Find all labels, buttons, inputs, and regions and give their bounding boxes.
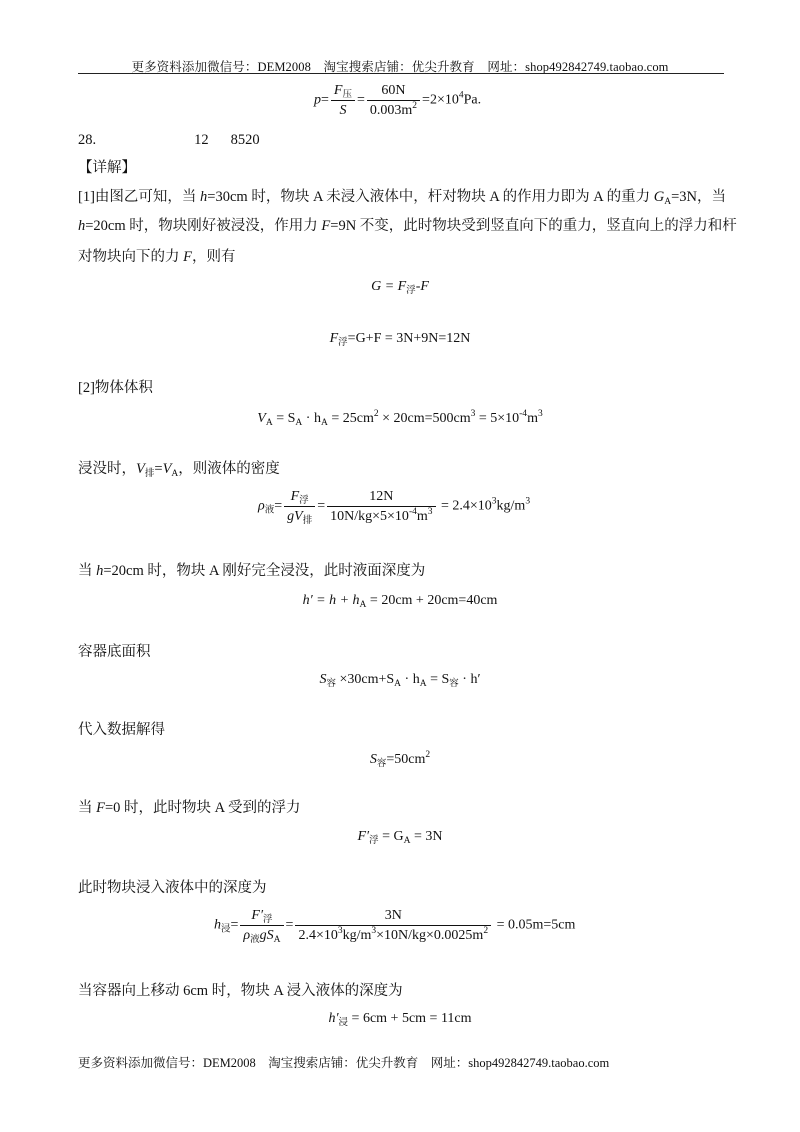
paragraph-4: 当 h=20cm 时，物块 A 刚好完全浸没，此时液面深度为 [78,563,426,579]
equation-depth: $h' = h + h_A = 20cm + 20cm=40cm$ [302,593,498,610]
question-28-answers [78,130,260,150]
equation-density: $\rho_液=$ $\frac{F_浮}{gV_排}$ = $\frac{12N}{10N/kg\times 5\times 10^{-4}m^3}$ = $2.4\times 10^3kg/m^3$ [258,489,531,526]
paragraph-7: 当 F=0 时，此时物块 A 受到的浮力 [78,800,301,816]
equation-pressure: p= $\frac{F_压}{S}$ = $\frac{60N}{0.003m^2}$ $=2\times 10^4Pa$. [314,83,482,118]
answer-1: 12 [194,132,209,148]
paragraph-3: 浸没时，$V_排=V_A$，则液体的密度 [78,461,280,479]
question-number: 28. [78,132,97,148]
equation-buoyancy-zero: $F'_浮 = G_A = 3N$ [357,829,443,846]
equation-final-depth: $h'_浸 = 6cm + 5cm = 11cm$ [328,1011,472,1028]
equation-gravity: $G = F_浮-F$ [371,279,429,296]
paragraph-1-line-1: [1]由图乙可知，当 h=30cm 时，物块 A 未浸入液体中，杆对物块 A 的作用力即为 A 的重力 $G_A=3N$，当 [78,189,726,207]
paragraph-9: 当容器向上移动 6cm 时，物块 A 浸入液体的深度为 [78,983,403,999]
answer-2: 8520 [230,132,260,148]
page-header: 更多资料添加微信号：DEM2008 淘宝搜索店铺：优尖升教育 网址：shop492842749.taobao.com [131,60,669,74]
equation-immersion-depth: $h_浸=$ $\frac{F'_浮}{\rho_液gS_A}$ = $\frac{3N}{2.4\times 10^3kg/m^3\times 10N/kg\times 0.0025m^2}$ = 0.05m=5cm [214,908,576,945]
paragraph-1-line-2: h=20cm 时，物块刚好被浸没，作用力 F=9N 不变，此时物块受到竖直向下的重力，竖直向上的浮力和杆 [78,218,737,234]
equation-s-result: $S_容=50cm^2$ [369,750,431,769]
page-footer: 更多资料添加微信号：DEM2008 淘宝搜索店铺：优尖升教育 网址：shop492842749.taobao.com [78,1056,610,1070]
equation-container-area: $S_容 \times 30cm+S_A \cdot h_A = S_容 \cdot h'$ [319,672,481,689]
paragraph-1-line-3: 对物块向下的力 F，则有 [78,249,236,265]
paragraph-6: 代入数据解得 [78,722,165,738]
paragraph-2: [2]物体体积 [78,380,153,396]
paragraph-5: 容器底面积 [78,644,151,660]
detail-heading: 【详解】 [78,160,136,176]
equation-volume: $V_A = S_A \cdot h_A = 25cm^2 \times 20cm=500cm^3 = 5\times 10^{-4}m^3$ [257,409,543,428]
header-divider [78,73,724,74]
equation-buoyancy: $F_浮=G+F = 3N+9N=12N$ [329,331,471,348]
paragraph-8: 此时物块浸入液体中的深度为 [78,880,267,896]
